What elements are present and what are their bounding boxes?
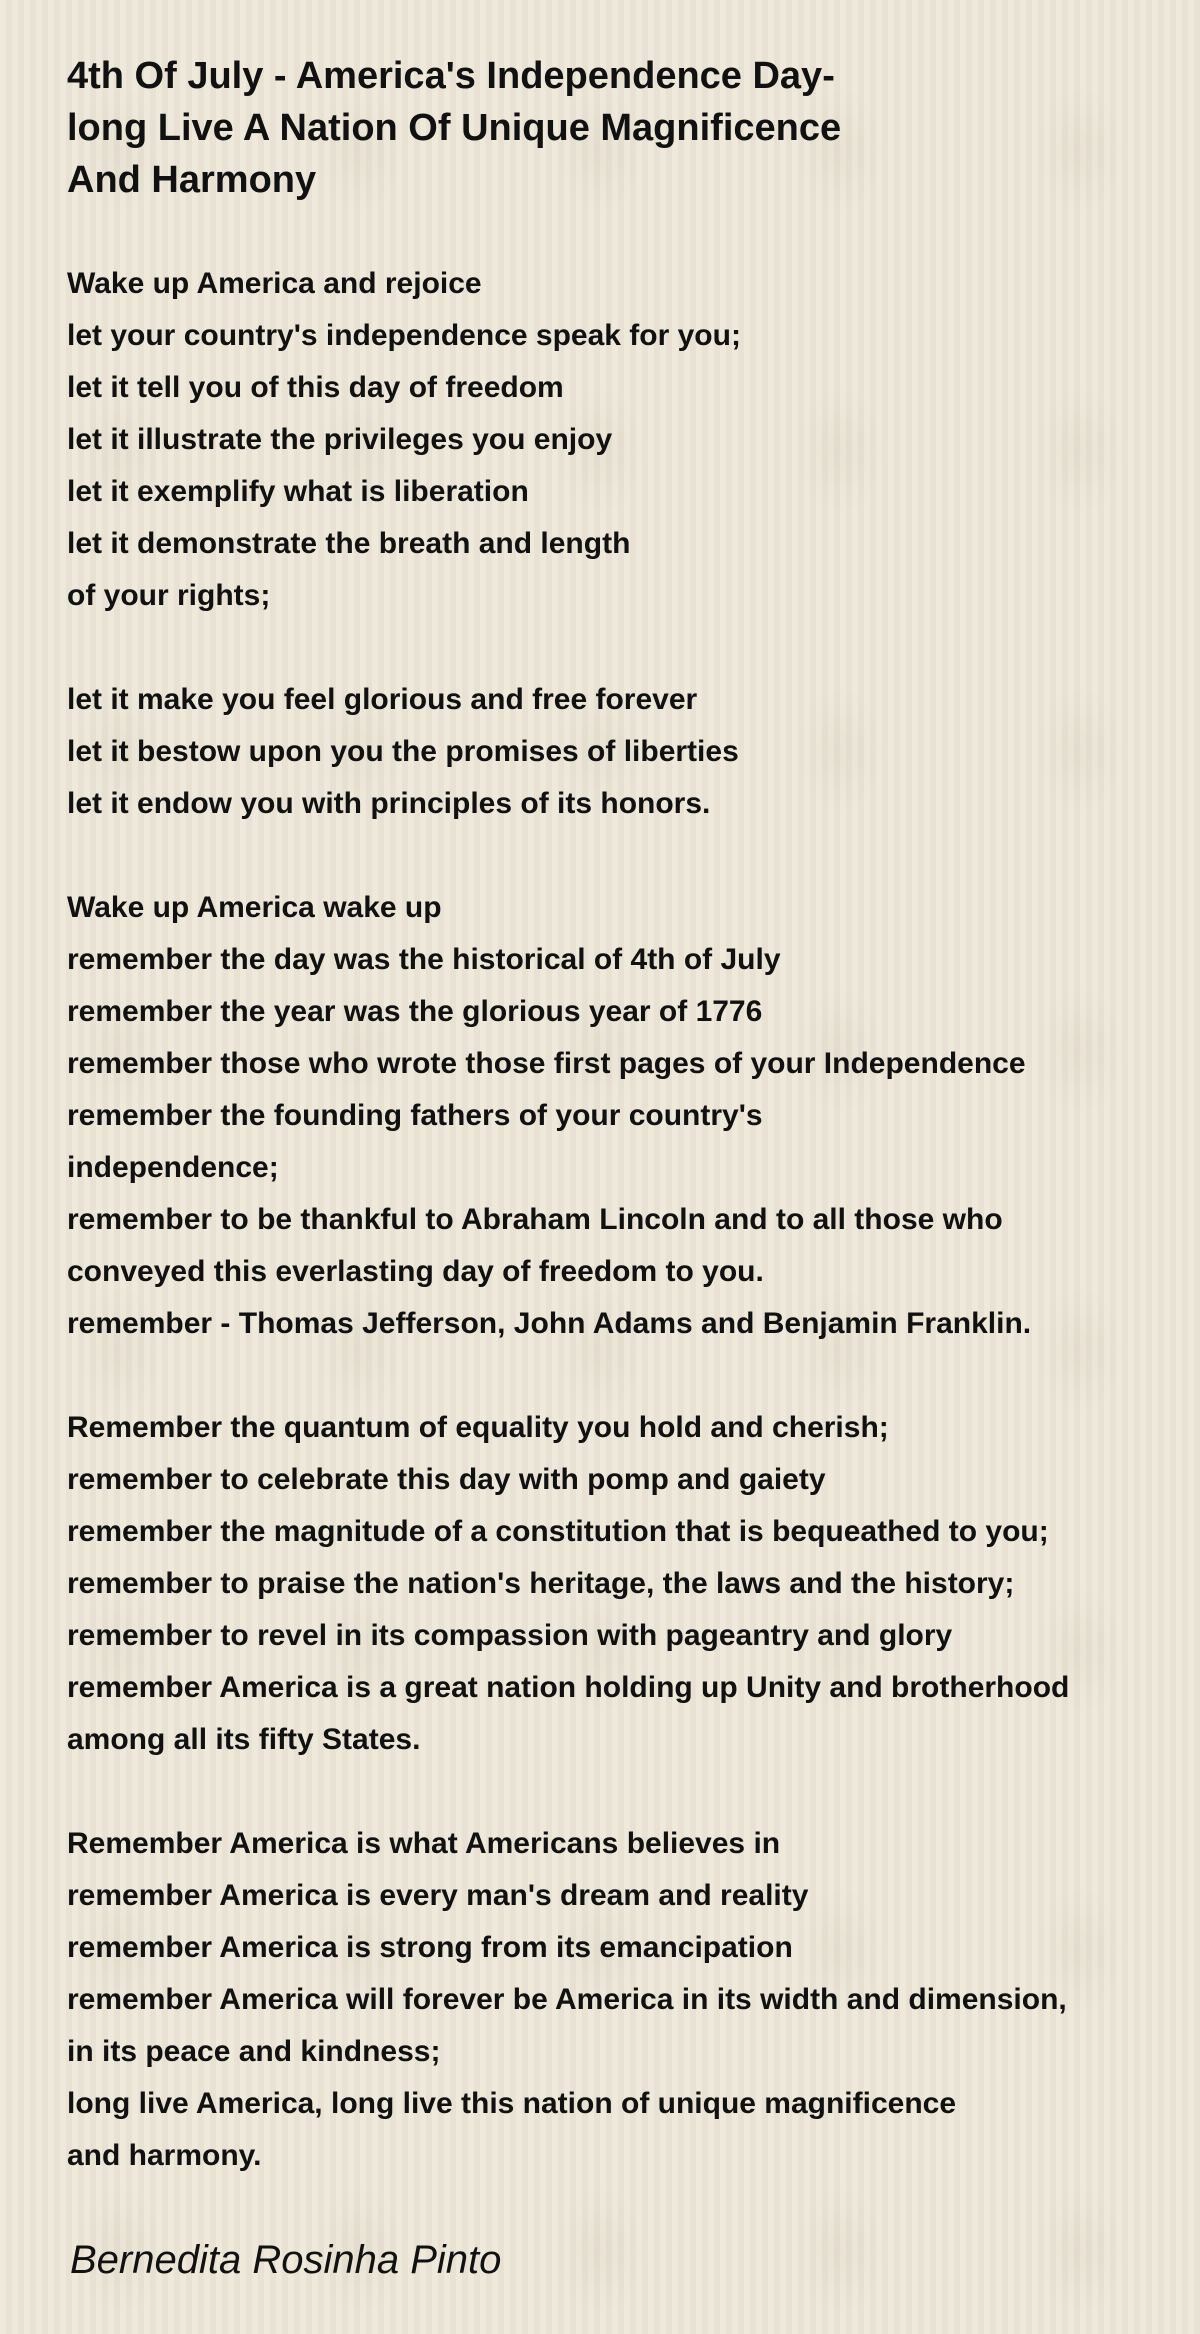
poem-line: in its peace and kindness; xyxy=(67,2035,441,2068)
poem-line: of your rights; xyxy=(67,579,271,612)
poem-line: and harmony. xyxy=(67,2139,262,2172)
poem-line: Wake up America wake up xyxy=(67,891,442,924)
poem-line: remember the day was the historical of 4th of July xyxy=(67,943,781,976)
poem-line: Wake up America and rejoice xyxy=(67,267,482,300)
title-line: long Live A Nation Of Unique Magnificence xyxy=(67,107,842,149)
poem-line: remember to revel in its compassion with pageantry and glory xyxy=(67,1619,953,1652)
poem-author: Bernedita Rosinha Pinto xyxy=(70,2238,502,2282)
poem-line: remember America is every man's dream and reality xyxy=(67,1879,809,1912)
poem-line: remember to celebrate this day with pomp and gaiety xyxy=(67,1463,826,1496)
poem-line: let it illustrate the privileges you enjoy xyxy=(67,423,613,456)
poem-line: let your country's independence speak for you; xyxy=(67,319,741,352)
poem-line: remember America is strong from its emancipation xyxy=(67,1931,793,1964)
poem-line: let it tell you of this day of freedom xyxy=(67,371,564,404)
poem-line: let it endow you with principles of its honors. xyxy=(67,787,711,820)
poem-body xyxy=(67,258,1167,2182)
poem-line: remember America is a great nation holding up Unity and brotherhood xyxy=(67,1671,1070,1704)
poem-line: remember to praise the nation's heritage, the laws and the history; xyxy=(67,1567,1015,1600)
stanza xyxy=(67,258,1167,622)
stanza xyxy=(67,674,1167,830)
poem-line: remember the year was the glorious year of 1776 xyxy=(67,995,763,1028)
poem-line: Remember the quantum of equality you hold and cherish; xyxy=(67,1411,889,1444)
poem-line: remember - Thomas Jefferson, John Adams and Benjamin Franklin. xyxy=(67,1307,1032,1340)
poem-page xyxy=(67,50,1167,2286)
title-line: 4th Of July - America's Independence Day- xyxy=(67,55,835,97)
poem-line: remember those who wrote those first pages of your Independence xyxy=(67,1047,1026,1080)
poem-line: conveyed this everlasting day of freedom to you. xyxy=(67,1255,764,1288)
stanza xyxy=(67,1818,1167,2182)
poem-title xyxy=(67,50,967,206)
poem-line: let it exemplify what is liberation xyxy=(67,475,529,508)
poem-line: remember America will forever be America in its width and dimension, xyxy=(67,1983,1067,2016)
poem-line: let it demonstrate the breath and length xyxy=(67,527,631,560)
poem-line: remember the founding fathers of your country's xyxy=(67,1099,763,1132)
poem-line: remember the magnitude of a constitution that is bequeathed to you; xyxy=(67,1515,1049,1548)
poem-line: let it bestow upon you the promises of liberties xyxy=(67,735,739,768)
title-line: And Harmony xyxy=(67,159,317,201)
poem-line: remember to be thankful to Abraham Lincoln and to all those who xyxy=(67,1203,1003,1236)
stanza xyxy=(67,882,1167,1350)
poem-line: among all its fifty States. xyxy=(67,1723,421,1756)
poem-line: independence; xyxy=(67,1151,279,1184)
stanza xyxy=(67,1402,1167,1766)
poem-line: let it make you feel glorious and free forever xyxy=(67,683,698,716)
poem-line: long live America, long live this nation of unique magnificence xyxy=(67,2087,957,2120)
poem-line: Remember America is what Americans believes in xyxy=(67,1827,781,1860)
